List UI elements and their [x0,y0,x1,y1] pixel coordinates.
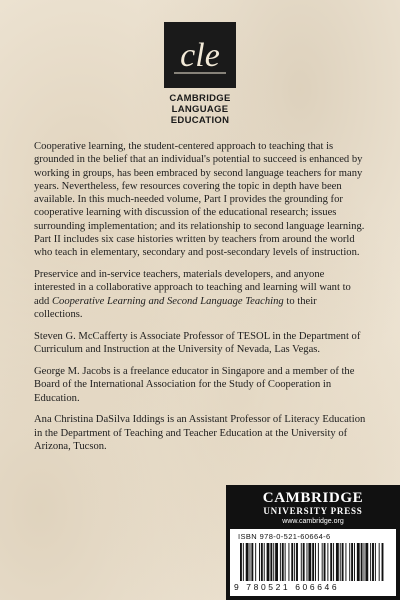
barcode-image [238,543,388,583]
series-logo [164,22,236,126]
author-bio-iddings: Ana Christina DaSilva Iddings is an Assistant Professor of Literacy Education in the Department of Teaching and Teacher Education at the University of Arizona, Tucson. [34,414,366,452]
barcode-panel [230,529,396,596]
cle-monogram-logo [164,22,236,88]
publisher-name: CAMBRIDGE [262,490,364,506]
audience-text-start: Preservice and in-service teachers, materials developers, and anyone interested in a collaborative approach to teaching and learning will want to add [34,269,351,307]
series-name-line-3: EDUCATION [170,115,230,126]
isbn-label: ISBN 978-0-521-60664-6 [238,532,331,541]
publisher-url: www.cambridge.org [282,518,344,525]
audience-text-end: to their collections. [34,295,317,321]
back-cover-blurb [34,140,366,462]
series-name [164,93,236,126]
series-name-line-1: CAMBRIDGE [169,93,231,104]
publisher-subname: UNIVERSITY PRESS [263,506,363,516]
book-title: Cooperative Learning and Second Language Teaching [51,295,284,307]
blurb-paragraph-audience [34,268,366,321]
series-name-line-2: LANGUAGE [171,104,229,115]
author-bio-mccafferty: Steven G. McCafferty is Associate Professor of TESOL in the Department of Curriculum and Instruction at the University of Nevada, Las Vegas. [34,330,361,356]
publisher-brand [226,490,400,527]
logo-monogram: cle [180,37,220,74]
barcode-digits: 9 780521 606646 [234,582,340,592]
blurb-paragraph-description: Cooperative learning, the student-centered approach to teaching that is grounded in the belief that an individual's potential to succeed is enhanced by working in groups, has been embraced by second language teachers for many years. Nevertheless, few resources covering the topic in depth have been available. In this much-needed volume, Part I provides the grounding for cooperative learning with discussion of the educational research; issues surrounding implementation; and its relationship to second language learning. Part II includes six case histories written by teachers from around the world who teach in elementary, secondary and post-secondary levels of instruction. [34,141,365,259]
publisher-block [226,485,400,600]
author-bio-jacobs: George M. Jacobs is a freelance educator in Singapore and a member of the Board of the International Association for the Study of Cooperation in Education. [34,365,355,404]
